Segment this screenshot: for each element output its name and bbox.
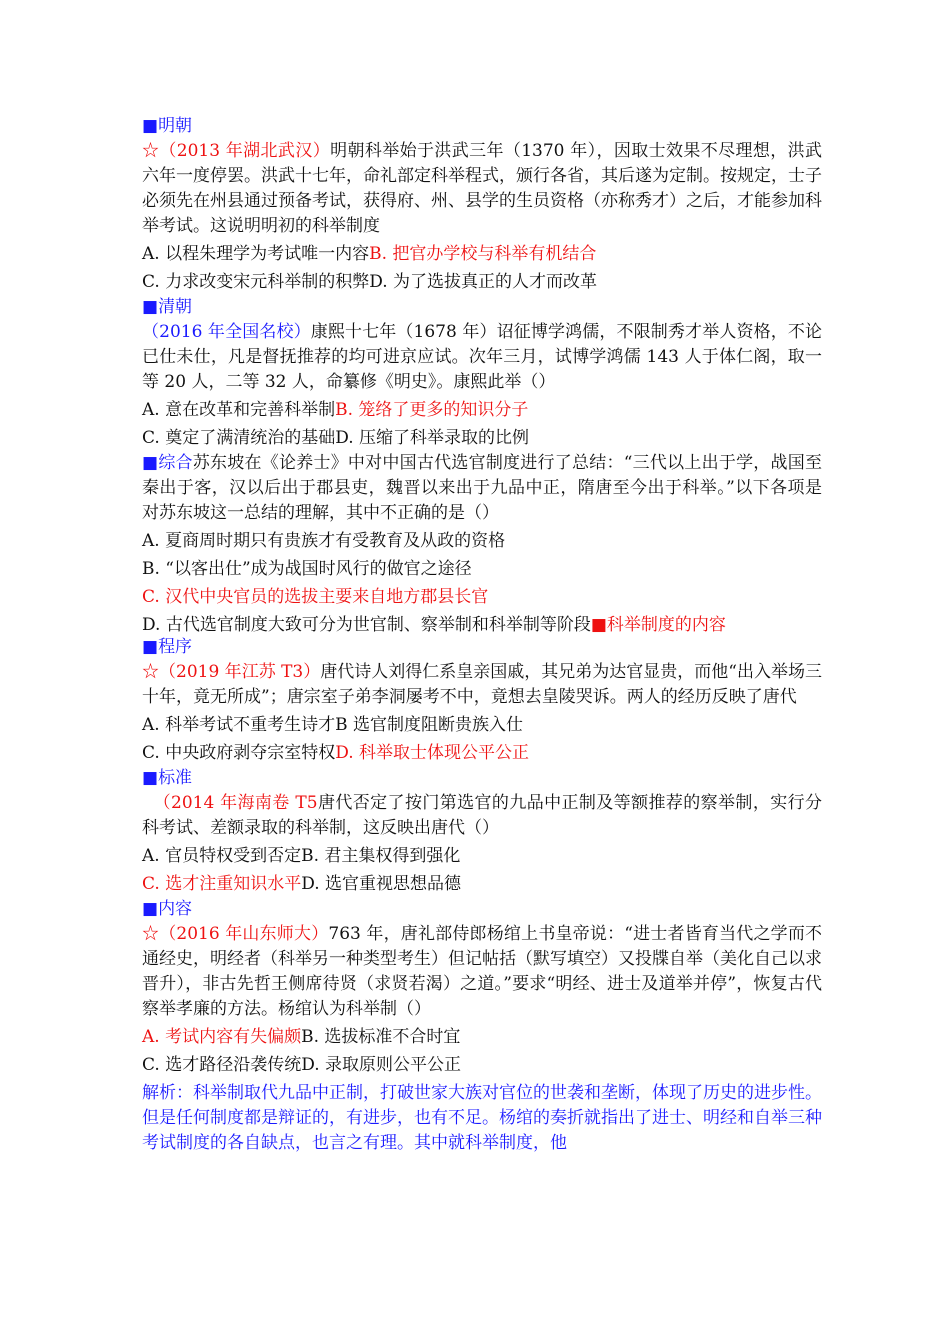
question-stem: ☆（2013 年湖北武汉）明朝科举始于洪武三年（1370 年），因取士效果不尽理想，洪武六年一度停罢。洪武十七年，命礼部定科举程式，颁行各省，其后遂为定制。按规定，士子必须先在州县通过预备考试，获得府、州、县学的生员资格（亦称秀才）之后，才能参加科举考试。这说明明初的科举制度 — [142, 141, 823, 236]
section-heading-procedure: ■程序 — [142, 637, 193, 657]
question-source: （2014 年海南卷 T5 — [153, 793, 318, 813]
option-d: D. 古代选官制度大致可分为世官制、察举制和科举制等阶段 — [142, 615, 591, 635]
star-icon: ☆ — [142, 662, 160, 682]
option-row — [142, 242, 822, 267]
analysis-paragraph: 解析：科举制取代九品中正制，打破世家大族对官位的世袭和垄断，体现了历史的进步性。但是任何制度都是辩证的，有进步，也有不足。杨绾的奏折就指出了进士、明经和自举三种考试制度的各自缺点，也言之有理。其中就科举制度，他 — [142, 1083, 822, 1153]
question-stem: ■综合苏东坡在《论养士》中对中国古代选官制度进行了总结：“三代以上出于学，战国至秦出于客，汉以后出于郡县吏，魏晋以来出于九品中正，隋唐至今出于科举。”以下各项是对苏东坡这一总结的理解，其中不正确的是（） — [142, 453, 823, 523]
document-content — [142, 114, 822, 1156]
option-c: C. 选才路径沿袭传统 — [142, 1055, 302, 1075]
option-a-answer: A. 考试内容有失偏颇 — [142, 1027, 302, 1047]
option-row — [142, 741, 822, 766]
option-row — [142, 398, 822, 423]
option-c-answer: C. 汉代中央官员的选拔主要来自地方郡县长官 — [142, 587, 489, 607]
section-heading-content: ■科举制度的内容 — [590, 615, 726, 635]
option-b: B. “以客出仕”成为战国时风行的做官之途径 — [142, 559, 472, 579]
option-d: D. 录取原则公平公正 — [301, 1055, 462, 1075]
option-a: A. 以程朱理学为考试唯一内容 — [142, 244, 370, 264]
square-bullet-icon: ■ — [142, 899, 159, 919]
section-heading-ming: ■明朝 — [142, 116, 193, 136]
option-row — [142, 613, 822, 638]
square-bullet-icon: ■ — [142, 768, 159, 788]
star-icon: ☆ — [142, 924, 160, 944]
option-b: B. 选拔标准不合时宜 — [301, 1027, 461, 1047]
option-b: B 选官制度阻断贵族入仕 — [335, 715, 523, 735]
option-a: A. 科举考试不重考生诗才 — [142, 715, 336, 735]
section-heading-qing: ■清朝 — [142, 297, 193, 317]
option-row — [142, 1025, 822, 1050]
question-stem: （2014 年海南卷 T5唐代否定了按门第选官的九品中正制及等额推荐的察举制，实行分科考试、差额录取的科举制，这反映出唐代（） — [142, 793, 823, 838]
question-source: （2016 年全国名校） — [142, 322, 311, 342]
option-d: D. 为了选拔真正的人才而改革 — [369, 272, 598, 292]
option-row — [142, 872, 822, 897]
option-c: C. 中央政府剥夺宗室特权 — [142, 743, 336, 763]
section-heading-neirong: ■内容 — [142, 899, 193, 919]
option-b-answer: B. 笼络了更多的知识分子 — [335, 400, 529, 420]
option-b-answer: B. 把官办学校与科举有机结合 — [369, 244, 597, 264]
option-a: A. 夏商周时期只有贵族才有受教育及从政的资格 — [142, 531, 506, 551]
option-c: C. 力求改变宋元科举制的积弊 — [142, 272, 370, 292]
option-row — [142, 270, 822, 295]
option-row — [142, 713, 822, 738]
square-bullet-icon: ■ — [142, 297, 159, 317]
option-a: A. 官员特权受到否定 — [142, 846, 302, 866]
option-row — [142, 1053, 822, 1078]
star-icon: ☆ — [142, 141, 160, 161]
option-row — [142, 426, 822, 451]
square-bullet-icon: ■ — [142, 453, 159, 473]
question-source: （2013 年湖北武汉） — [159, 141, 331, 161]
question-stem: ☆（2016 年山东师大）763 年，唐礼部侍郎杨绾上书皇帝说：“进士者皆育当代之学而不通经史，明经者（科举另一种类型考生）但记帖括（默写填空）又投牒自举（美化自己以求晋升），非古先哲王侧席待贤（求贤若渴）之道。”要求“明经、进士及道举并停”，恢复古代察举孝廉的方法。杨绾认为科举制（） — [142, 924, 823, 1019]
option-c: C. 奠定了满清统治的基础 — [142, 428, 336, 448]
question-source: （2019 年江苏 T3） — [159, 662, 321, 682]
option-a: A. 意在改革和完善科举制 — [142, 400, 336, 420]
option-c-answer: C. 选才注重知识水平 — [142, 874, 302, 894]
question-stem: （2016 年全国名校）康熙十七年（1678 年）诏征博学鸿儒，不限制秀才举人资格，不论已仕未仕，凡是督抚推荐的均可进京应试。次年三月，试博学鸿儒 143 人于体仁阁，取一等 20 人，二等 32 人，命纂修《明史》。康熙此举（） — [142, 322, 822, 392]
section-heading-standard: ■标准 — [142, 768, 193, 788]
question-stem: ☆（2019 年江苏 T3）唐代诗人刘得仁系皇亲国戚，其兄弟为达官显贵，而他“出入举场三十年，竟无所成”；唐宗室子弟李洞屡考不中，竟想去皇陵哭诉。两人的经历反映了唐代 — [142, 662, 823, 707]
option-d: D. 压缩了科举录取的比例 — [335, 428, 530, 448]
option-row — [142, 844, 822, 869]
option-d-answer: D. 科举取士体现公平公正 — [335, 743, 530, 763]
square-bullet-icon: ■ — [590, 615, 607, 635]
square-bullet-icon: ■ — [142, 637, 159, 657]
section-heading-zonghe: ■综合 — [142, 453, 193, 473]
square-bullet-icon: ■ — [142, 116, 159, 136]
option-b: B. 君主集权得到强化 — [301, 846, 461, 866]
question-source: （2016 年山东师大） — [159, 924, 329, 944]
option-d: D. 选官重视思想品德 — [301, 874, 462, 894]
